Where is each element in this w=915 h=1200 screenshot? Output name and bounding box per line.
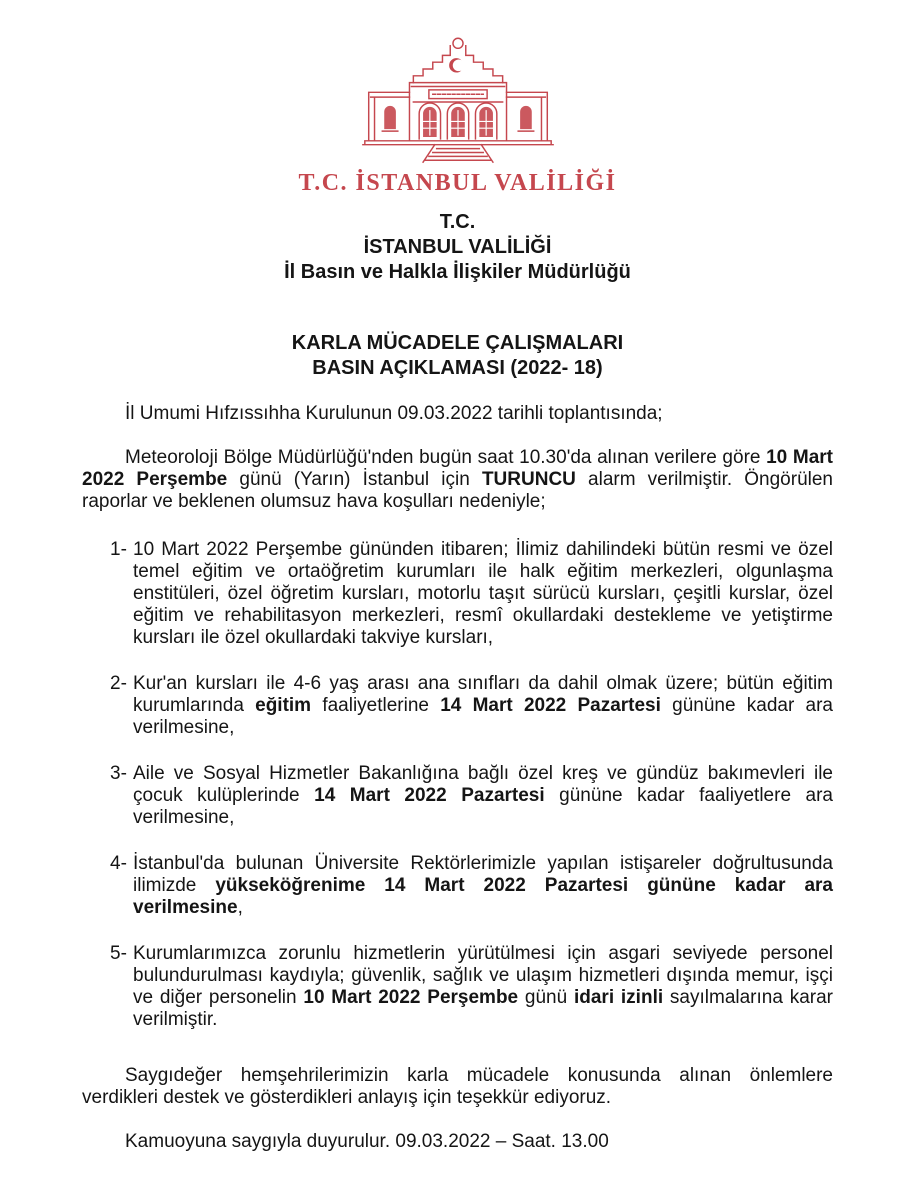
document-title xyxy=(82,331,833,381)
list-item-number: 2- xyxy=(110,673,127,694)
list-item-text xyxy=(133,853,833,919)
text-segment: 10 Mart 2022 Perşembe gününden itibaren; İlimiz dahilindeki bütün resmi ve özel temel eğitim ve ortaöğretim kurumları ile halk eğitim merkezleri, olgunlaşma enstitüleri, özel öğretim kursları, motorlu taşıt sürücü kursları, çeşitli kurslar, özel eğitim ve rehabilitasyon merkezleri, resmî okullardaki destekleme ve yetiştirme kursları ile özel okullardaki takviye kursları, xyxy=(133,539,833,648)
signoff-line xyxy=(82,1131,833,1153)
list-item-text xyxy=(133,673,833,739)
list-item-5 xyxy=(82,943,833,1031)
text-segment: Aile ve Sosyal Hizmetler Bakanlığına bağlı özel kreş ve gündüz bakımevleri ile çocuk kulüplerinde xyxy=(133,763,833,806)
list-item-number: 4- xyxy=(110,853,127,874)
text-segment: gününe kadar faaliyetlere ara verilmesine, xyxy=(133,785,834,828)
text-segment: Kamuoyuna saygıyla duyurulur. 09.03.2022 – Saat. 13.00 xyxy=(125,1131,609,1152)
intro-paragraph-1 xyxy=(82,403,833,425)
list-item-2 xyxy=(82,673,833,739)
title-line-2: BASIN AÇIKLAMASI (2022- 18) xyxy=(312,357,603,379)
bold-text-segment: TURUNCU xyxy=(481,469,576,490)
list-item-4 xyxy=(82,853,833,919)
list-item-1 xyxy=(82,539,833,649)
text-segment: Meteoroloji Bölge Müdürlüğü'nden bugün saat 10.30'da alınan verilere göre xyxy=(125,447,767,468)
list-item-3 xyxy=(82,763,833,829)
text-segment: İl Umumi Hıfzıssıhha Kurulunun 09.03.2022 tarihli toplantısında; xyxy=(125,403,663,424)
bold-text-segment: idari izinli xyxy=(573,987,664,1008)
text-segment: sayılmalarına karar verilmiştir. xyxy=(133,987,834,1030)
list-item-number: 5- xyxy=(110,943,127,964)
list-item-number: 3- xyxy=(110,763,127,784)
list-item-number: 1- xyxy=(110,539,127,560)
document-header xyxy=(82,210,833,285)
header-line-valilik: İSTANBUL VALİLİĞİ xyxy=(363,236,552,258)
text-segment: Kur'an kursları ile 4-6 yaş arası ana sınıfları da dahil olmak üzere; bütün eğitim kurumlarında xyxy=(133,673,833,716)
bold-text-segment: 10 Mart 2022 Perşembe xyxy=(82,447,833,490)
header-line-tc: T.C. xyxy=(439,211,476,233)
header-line-mudurluk: İl Basın ve Halkla İlişkiler Müdürlüğü xyxy=(284,261,631,283)
decision-list xyxy=(82,539,833,1031)
list-item-text xyxy=(133,943,833,1031)
bold-text-segment: eğitim xyxy=(255,695,312,716)
text-segment: Saygıdeğer hemşehrilerimizin karla mücadele konusunda alınan önlemlere verdikleri destek ve gösterdikleri anlayış için teşekkür ediyoruz. xyxy=(82,1065,833,1108)
text-segment: günü (Yarın) İstanbul için xyxy=(227,469,482,490)
list-item-text xyxy=(133,539,833,649)
text-segment: faaliyetlerine xyxy=(311,695,441,716)
closing-paragraph xyxy=(82,1065,833,1109)
text-segment: , xyxy=(237,897,243,918)
text-segment: İstanbul'da bulunan Üniversite Rektörlerimizle yapılan istişareler doğrultusunda ilimizde xyxy=(133,853,833,896)
bold-text-segment: yükseköğrenime 14 Mart 2022 Pazartesi gününe kadar ara verilmesine xyxy=(133,875,833,918)
title-line-1: KARLA MÜCADELE ÇALIŞMALARI xyxy=(291,332,624,354)
logo-caption: T.C. İSTANBUL VALİLİĞİ xyxy=(298,170,617,196)
text-segment: gününe kadar ara verilmesine, xyxy=(133,695,834,738)
logo xyxy=(82,36,833,197)
governorship-building-icon xyxy=(340,36,576,168)
bold-text-segment: 10 Mart 2022 Perşembe xyxy=(303,987,519,1008)
bold-text-segment: 14 Mart 2022 Pazartesi xyxy=(314,785,545,806)
text-segment: günü xyxy=(518,987,574,1008)
text-segment: Kurumlarımızca zorunlu hizmetlerin yürütülmesi için asgari seviyede personel bulundurulması kaydıyla; güvenlik, sağlık ve ulaşım hizmetleri dışında memur, işçi ve diğer personelin xyxy=(133,943,833,1008)
bold-text-segment: 14 Mart 2022 Pazartesi xyxy=(440,695,661,716)
list-item-text xyxy=(133,763,833,829)
text-segment: alarm verilmiştir. Öngörülen raporlar ve beklenen olumsuz hava koşulları nedeniyle; xyxy=(82,469,833,512)
intro-paragraph-2 xyxy=(82,447,833,513)
